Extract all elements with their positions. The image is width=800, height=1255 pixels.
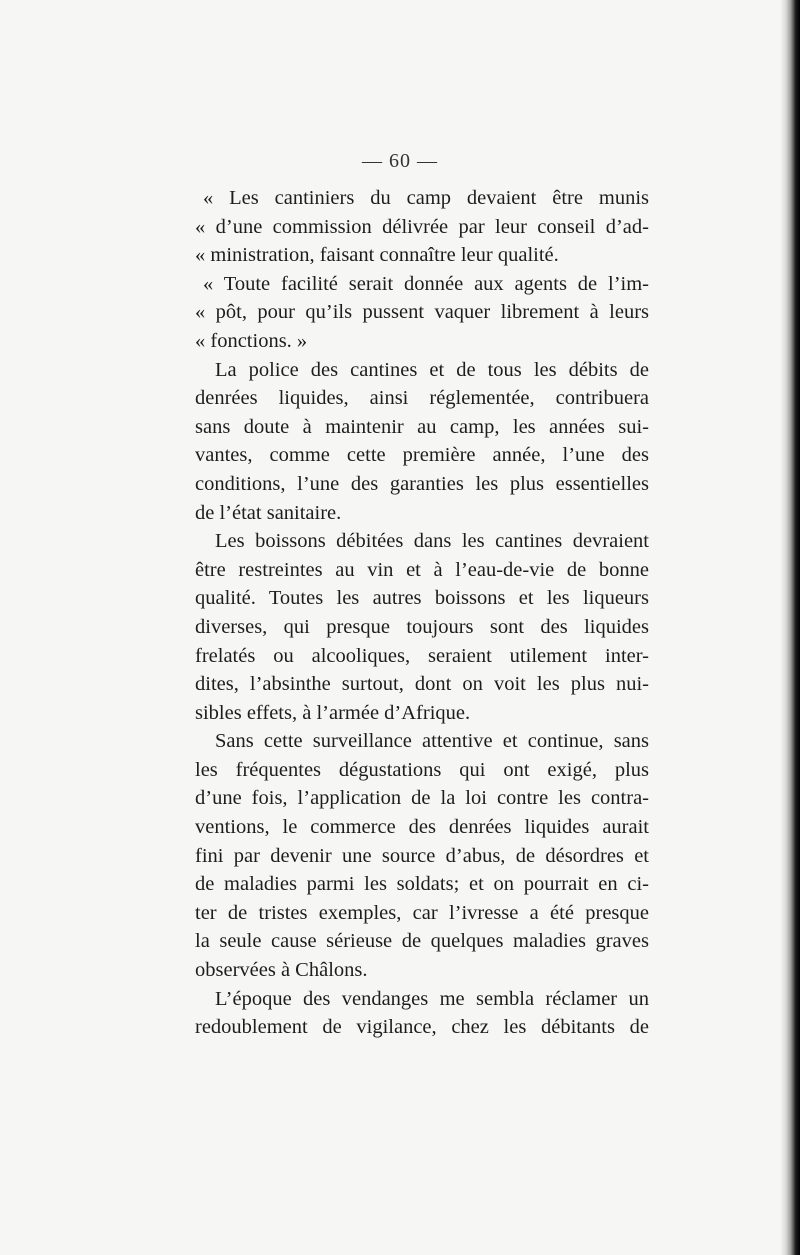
text-line: frelatés ou alcooliques, seraient utilement inter- (195, 644, 649, 667)
text-line: sibles effets, à l’armée d’Afrique. (195, 701, 471, 724)
text-line: conditions, l’une des garanties les plus essentielles (195, 472, 649, 495)
text-line: « Toute facilité serait donnée aux agents de l’im- (203, 272, 649, 295)
text-line: denrées liquides, ainsi réglementée, contribuera (195, 387, 649, 410)
page-number: — 60 — (362, 150, 438, 172)
text-line: dites, l’absinthe surtout, dont on voit les plus nui- (195, 673, 649, 696)
text-line: observées à Châlons. (195, 959, 368, 982)
text-line: Sans cette surveillance attentive et continue, sans (215, 730, 649, 753)
text-line: « d’une commission délivrée par leur conseil d’ad- (195, 215, 649, 238)
text-line: de maladies parmi les soldats; et on pourrait en ci- (195, 873, 649, 896)
text-line: Les boissons débitées dans les cantines devraient (215, 530, 649, 553)
text-line: la seule cause sérieuse de quelques maladies graves (195, 930, 649, 953)
text-line: être restreintes au vin et à l’eau-de-vie de bonne (195, 558, 649, 581)
page-edge (786, 0, 800, 1255)
text-line: « ministration, faisant connaître leur qualité. (195, 244, 559, 267)
text-line: diverses, qui presque toujours sont des liquides (195, 615, 649, 638)
text-line: vantes, comme cette première année, l’une des (195, 444, 649, 467)
text-line: ventions, le commerce des denrées liquides aurait (195, 816, 649, 839)
text-line: sans doute à maintenir au camp, les années sui- (195, 415, 649, 438)
text-line: qualité. Toutes les autres boissons et les liqueurs (195, 587, 649, 610)
body-text (195, 184, 649, 1042)
text-line: « fonctions. » (195, 329, 308, 352)
text-line: d’une fois, l’application de la loi contre les contra- (195, 787, 649, 810)
text-line: « Les cantiniers du camp devaient être munis (203, 187, 649, 209)
text-line: de l’état sanitaire. (195, 501, 342, 524)
text-line: La police des cantines et de tous les débits de (215, 358, 649, 381)
text-line: les fréquentes dégustations qui ont exigé, plus (195, 758, 649, 781)
text-line: « pôt, pour qu’ils pussent vaquer librement à leurs (195, 301, 649, 324)
text-line: redoublement de vigilance, chez les débitants de (195, 1016, 649, 1039)
text-line: ter de tristes exemples, car l’ivresse a été presque (195, 901, 649, 924)
text-line: L’époque des vendanges me sembla réclamer un (215, 987, 649, 1010)
text-line: fini par devenir une source d’abus, de désordres et (195, 844, 649, 867)
